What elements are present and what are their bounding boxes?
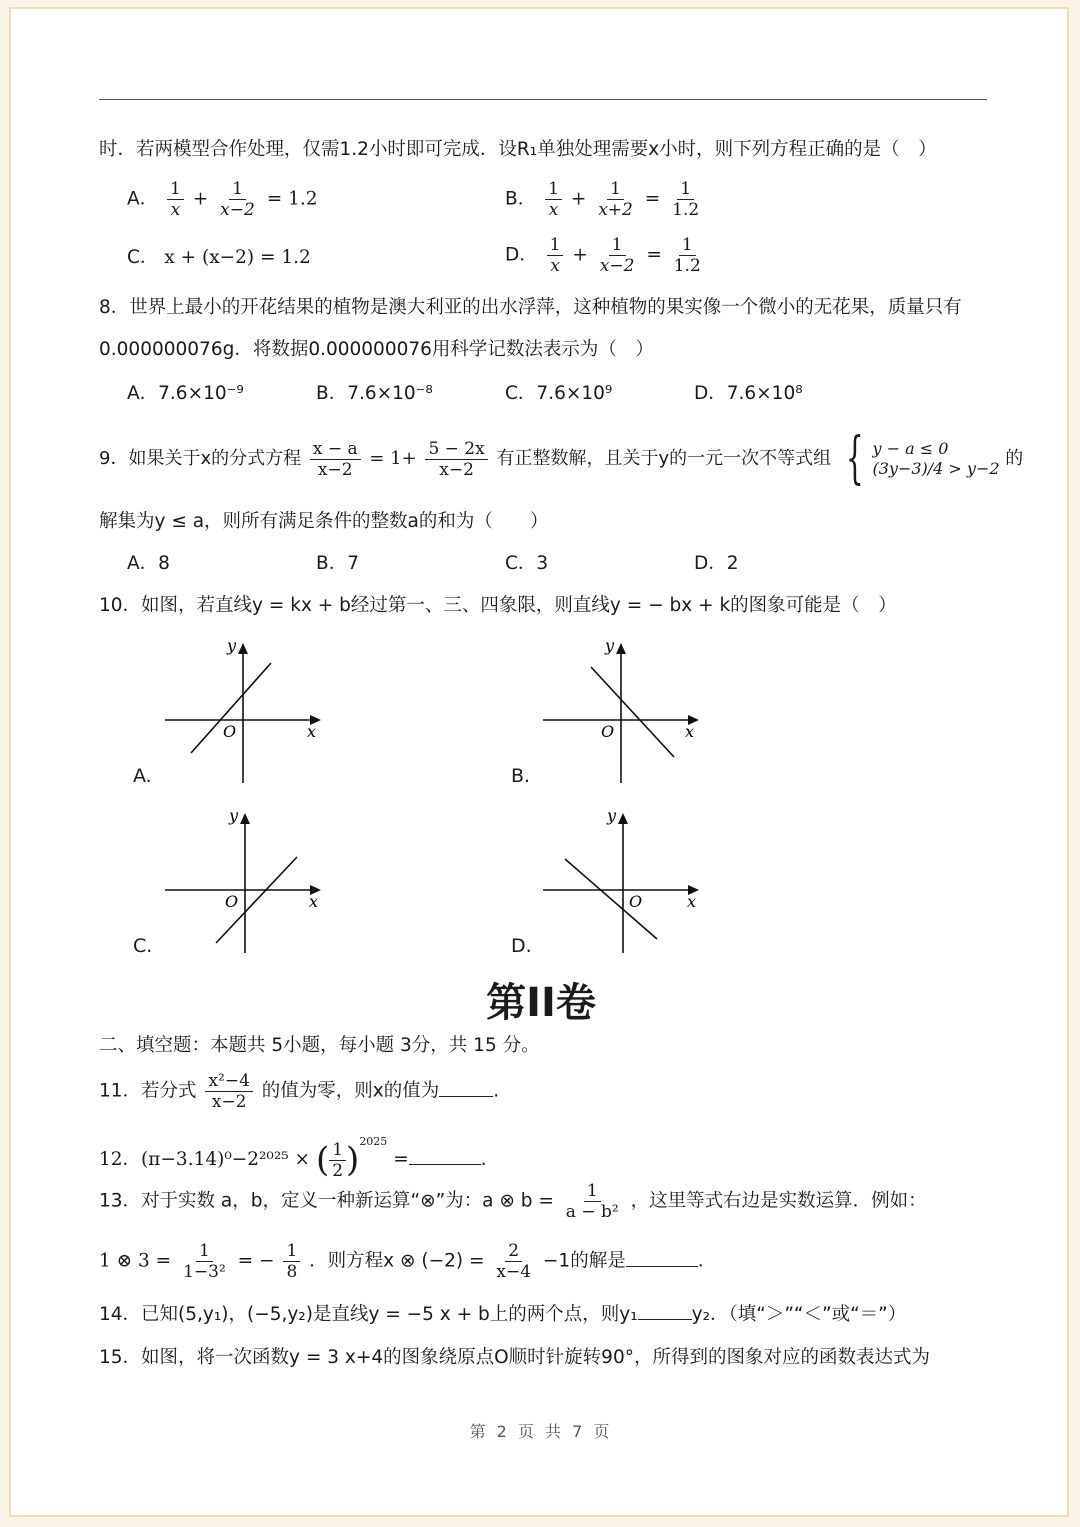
q9-option-b[interactable]: B．7 xyxy=(316,553,359,574)
q7-option-a[interactable]: A． $\frac{1}{x}$ + $\frac{1}{x-2}$ = 1.2 xyxy=(127,179,318,220)
q10-option-a-label[interactable]: A. xyxy=(133,765,152,787)
q12: 12．(π−3.14)⁰−2²⁰²⁵ × ( $\frac{1}{2}$ )$^{2025}$ = . xyxy=(99,1135,487,1181)
q7-option-d[interactable]: D． $\frac{1}{x}$ + $\frac{1}{x-2}$ = $\frac{1}{1.2}$ xyxy=(505,235,701,276)
q8-stem-line1: 8．世界上最小的开花结果的植物是澳大利亚的出水浮萍，这种植物的果实像一个微小的无花果，质量只有 xyxy=(99,297,962,318)
section-title: 第II卷 xyxy=(486,980,596,1026)
section-heading: 二、填空题：本题共 5小题，每小题 3分，共 15 分。 xyxy=(99,1035,540,1056)
q10-option-c-label[interactable]: C. xyxy=(133,935,153,957)
graph-line xyxy=(565,859,657,939)
q8-option-c[interactable]: C．7.6×10⁹ xyxy=(505,383,613,404)
q9-system-ineq1: y − a ≤ 0 xyxy=(872,439,949,458)
header-rule xyxy=(99,99,987,100)
q10-graph-b[interactable] xyxy=(539,637,709,787)
q11: 11．若分式 $\frac{\text{x²−4}}{x-2}$ 的值为零，则x的值为 . xyxy=(99,1071,500,1112)
q9-system-ineq2: (3y−3)/4 > y−2 xyxy=(872,459,1000,478)
q10-graph-d[interactable] xyxy=(539,807,709,957)
q15: 15．如图，将一次函数y = 3 x+4的图象绕原点O顺时针旋转90°，所得到的图象对应的函数表达式为 xyxy=(99,1347,930,1368)
q14-answer-blank[interactable] xyxy=(638,1301,692,1320)
y-axis-arrow-icon xyxy=(616,643,626,654)
q8-option-b[interactable]: B．7.6×10⁻⁸ xyxy=(316,383,433,404)
q10-option-d-label[interactable]: D. xyxy=(511,935,532,957)
x-label: x xyxy=(685,722,695,741)
origin-label: O xyxy=(225,892,239,911)
q7-option-c[interactable]: C． x + (x−2) = 1.2 xyxy=(127,247,311,268)
q8-option-a[interactable]: A．7.6×10⁻⁹ xyxy=(127,383,244,404)
q9-option-a[interactable]: A．8 xyxy=(127,553,170,574)
q8-option-d[interactable]: D．7.6×10⁸ xyxy=(694,383,803,404)
q10-option-b-label[interactable]: B. xyxy=(511,765,531,787)
q12-answer-blank[interactable] xyxy=(409,1146,481,1165)
q9-stem-line1: 9．如果关于x的分式方程 $\frac{x - a}{x-2}$ = 1+ $\frac{5 - 2x}{x-2}$ 有正整数解，且关于y的一元一次不等式组 { y − a ≤ 0 (3y−3)/4 > y−2 的 xyxy=(99,426,1024,491)
q13-answer-blank[interactable] xyxy=(626,1248,698,1267)
y-label: y xyxy=(607,807,617,825)
y-axis-arrow-icon xyxy=(240,813,250,824)
exam-page xyxy=(9,7,1069,1517)
y-label: y xyxy=(605,637,615,655)
origin-label: O xyxy=(223,722,237,741)
q10-graph-c[interactable] xyxy=(161,807,331,957)
q9-option-d[interactable]: D．2 xyxy=(694,553,739,574)
x-label: x xyxy=(687,892,697,911)
graph-line xyxy=(591,667,674,757)
q8-stem-line2: 0.000000076g．将数据0.000000076用科学记数法表示为（ ） xyxy=(99,339,654,360)
y-axis-arrow-icon xyxy=(618,813,628,824)
q9-stem-line2: 解集为y ≤ a，则所有满足条件的整数a的和为（ ） xyxy=(99,511,549,532)
y-label: y xyxy=(227,637,237,655)
q10-stem: 10．如图，若直线y = kx + b经过第一、三、四象限，则直线y = − bx + k的图象可能是（ ） xyxy=(99,595,897,616)
q14: 14．已知(5,y₁)，(−5,y₂)是直线y = −5 x + b上的两个点，则y₁ y₂．（填“＞”“＜”或“＝”） xyxy=(99,1301,906,1328)
q11-answer-blank[interactable] xyxy=(439,1078,493,1097)
x-label: x xyxy=(307,722,317,741)
y-label: y xyxy=(229,807,239,825)
origin-label: O xyxy=(601,722,615,741)
x-label: x xyxy=(309,892,319,911)
q10-graph-a[interactable] xyxy=(161,637,331,787)
q7-stem: 时．若两模型合作处理，仅需1.2小时即可完成．设R₁单独处理需要x小时，则下列方程正确的是（ ） xyxy=(99,139,937,160)
y-axis-arrow-icon xyxy=(238,643,248,654)
q13-line2: 1 ⊗ 3 = $\frac{1}{\text{1−3²}}$ = − $\frac{1}{8}$ ．则方程x ⊗ (−2) = $\frac{2}{x-4}$ −1的解是 . xyxy=(99,1241,704,1282)
page-footer: 第 2 页 共 7 页 xyxy=(469,1422,613,1441)
q7-option-b[interactable]: B． $\frac{1}{x}$ + $\frac{1}{x+2}$ = $\frac{1}{1.2}$ xyxy=(505,179,700,220)
q9-option-c[interactable]: C．3 xyxy=(505,553,549,574)
q13-line1: 13．对于实数 a，b，定义一种新运算“⊗”为：a ⊗ b = $\frac{1}{\text{a − b²}}$ ，这里等式右边是实数运算．例如： xyxy=(99,1181,927,1222)
origin-label: O xyxy=(629,892,643,911)
